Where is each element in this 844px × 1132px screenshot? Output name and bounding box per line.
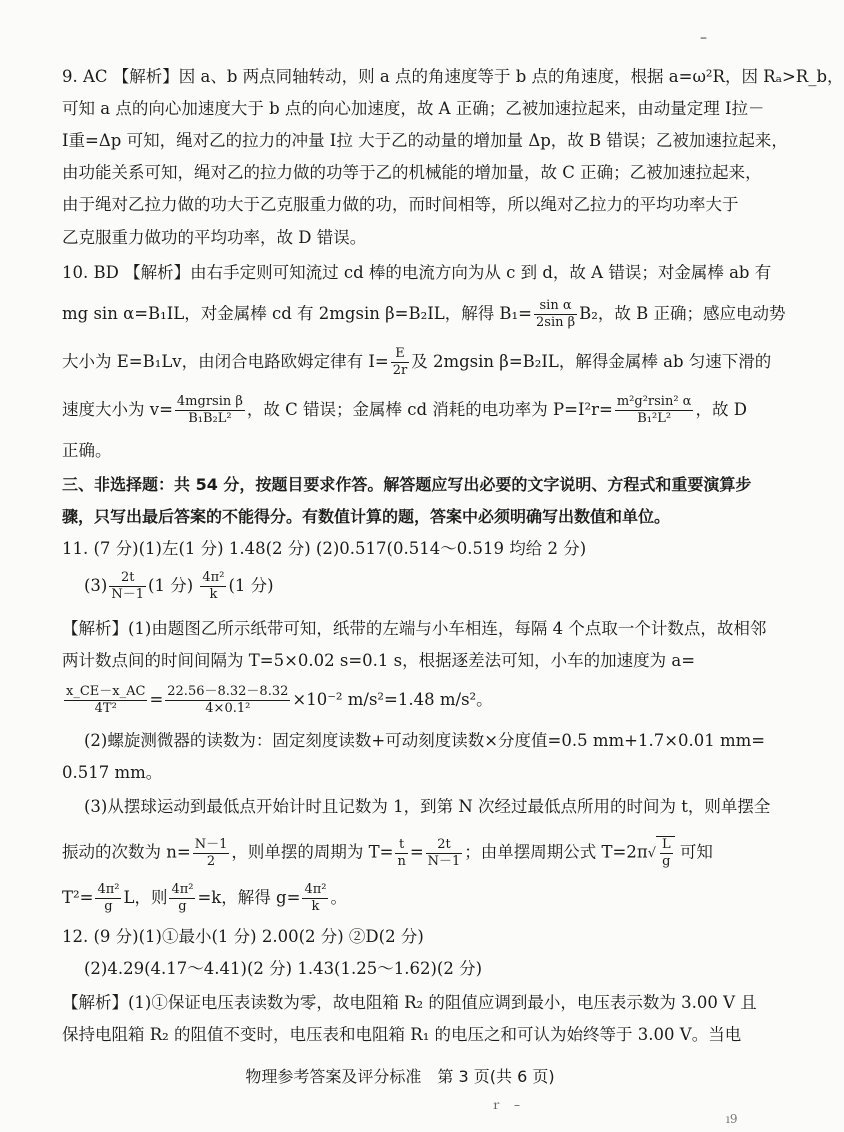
fraction-tt-num: 4π²	[97, 882, 120, 897]
fraction-a3	[109, 570, 146, 603]
fraction-acc2-num: 22.56－8.32－8.32	[167, 684, 289, 699]
fraction-i-den: 2r	[392, 363, 408, 378]
fraction-sq	[660, 837, 673, 870]
q11-line-5: $\frac{x\_CE-x\_AC}{\text{4T²}}$ = $\frac{22.56-8.32-8.32}{\text{4×0.1²}}$ ×10⁻² m/s²=1.48 m/s²。	[66, 684, 493, 716]
fraction-t1-den: n	[397, 853, 406, 869]
fraction-g	[302, 882, 328, 915]
section-3-line-1: 三、非选择题：共 54 分，按题目要求作答。解答题应写出必要的文字说明、方程式和重要演算步	[62, 475, 752, 494]
fraction-a4	[200, 570, 226, 603]
q11-text-c: (1 分)	[228, 576, 274, 595]
q9-line-3: I重=Δp 可知，绳对乙的拉力的冲量 I拉 大于乙的动量的增加量 Δp，故 B 错误；乙被加速拉起来，	[62, 131, 788, 150]
q10-line-1: 10. BD 【解析】由右手定则可知流过 cd 棒的电流方向为从 c 到 d，故 A 错误；对金属棒 ab 有	[62, 263, 772, 282]
page-footer: 物理参考答案及评分标准 第 3 页(共 6 页)	[245, 1067, 555, 1086]
fraction-acc2	[165, 684, 290, 717]
fraction-t1	[395, 837, 407, 870]
q9-line-5: 由于绳对乙拉力做的功大于乙克服重力做的功，而时间相等，所以绳对乙拉力的平均功率大于	[62, 195, 739, 214]
q11-line-8: (3)从摆球运动到最低点开始计时且记数为 1，到第 N 次经过最低点所用的时间为 t，则单摆全	[84, 797, 771, 816]
q11-text-f: ，则单摆的周期为 T=	[231, 842, 394, 862]
fraction-acc	[64, 684, 147, 717]
q12-line-4: 保持电阻箱 R₂ 的阻值不变时，电压表和电阻箱 R₁ 的电压之和可认为始终等于 3.00 V。当电	[62, 1025, 742, 1044]
q11-text-m: 。	[330, 888, 347, 907]
q11-line-7: 0.517 mm。	[62, 763, 163, 782]
fraction-v-num: 4mgrsin β	[176, 394, 243, 409]
q9-line-4: 由功能关系可知，绳对乙的拉力做的功等于乙的机械能的增加量，故 C 正确；乙被加速拉起来，	[62, 163, 762, 182]
fraction-i	[391, 346, 410, 379]
fraction-tt-den: g	[104, 899, 113, 914]
q10-text-b: B₂，故 B 正确；感应电动势	[579, 304, 786, 323]
fraction-acc-den: 4T²	[94, 701, 117, 716]
q11-line-6: (2)螺旋测微器的读数为：固定刻度读数+可动刻度读数×分度值=0.5 mm+1.7×0.01 mm=	[84, 731, 766, 750]
q11-text-j: T²=	[62, 888, 94, 907]
fraction-t2-den: N－1	[427, 853, 461, 869]
q10-line-2	[62, 298, 786, 331]
q11-line-3: 【解析】(1)由题图乙所示纸带可知，纸带的左端与小车相连，每隔 4 个点取一个计数点，故相邻	[62, 619, 767, 638]
q10-text-d: 及 2mgsin β=B₂IL，解得金属棒 ab 匀速下滑的	[411, 352, 772, 371]
q11-text-e: 振动的次数为 n=	[62, 842, 191, 862]
q9-line-1: 9. AC 【解析】因 a、b 两点同轴转动，则 a 点的角速度等于 b 点的角速度，根据 a=ω²R，因 Rₐ>R_b，	[62, 67, 844, 86]
q12-line-2: (2)4.29(4.17～4.41)(2 分) 1.43(1.25～1.62)(2 分)	[84, 959, 483, 978]
fraction-k-num: 4π²	[171, 882, 194, 897]
q11-text-h: ；由单摆周期公式 T=2π	[464, 842, 648, 862]
fraction-b1-num: sin α	[534, 298, 577, 315]
fraction-a3-den: N－1	[111, 587, 145, 602]
fraction-i-num: E	[391, 346, 410, 363]
q10-text-e: 速度大小为 v=	[62, 400, 173, 419]
fraction-a3-num: 2t	[109, 570, 146, 587]
q11-text-a: (3)	[84, 576, 108, 595]
fraction-sq-num: L	[662, 837, 671, 852]
corner-mark: ı9	[726, 1112, 738, 1126]
q9-line-2: 可知 a 点的向心加速度大于 b 点的向心加速度，故 A 正确；乙被加速拉起来，由动量定理 I拉－	[62, 99, 765, 118]
q11-line-4: 两计数点间的时间间隔为 T=5×0.02 s=0.1 s，根据逐差法可知，小车的加速度为 a=	[62, 651, 696, 670]
fraction-t1-num: t	[395, 837, 407, 854]
q11-line-9	[62, 836, 752, 870]
fraction-g-num: 4π²	[304, 882, 327, 897]
fraction-p-den: B₁²L²	[637, 411, 672, 426]
fraction-v-den: B₁B₂L²	[188, 411, 232, 426]
header-mark: –	[700, 30, 707, 46]
fraction-b1-den: 2sin β	[536, 315, 576, 330]
q10-line-5: 正确。	[62, 441, 112, 460]
fraction-t2-num: 2t	[426, 837, 463, 854]
fraction-n	[193, 837, 230, 870]
q11-line-10	[62, 882, 752, 915]
fraction-acc2-den: 4×0.1²	[205, 701, 251, 716]
q10-line-4	[62, 394, 752, 427]
fraction-n-num: N－1	[194, 836, 228, 852]
section-3-line-2: 骤，只写出最后答案的不能得分。有数值计算的题，答案中必须明确写出数值和单位。	[62, 507, 671, 526]
fraction-b1	[534, 298, 577, 331]
q10-text-a: mg sin α=B₁IL，对金属棒 cd 有 2mgsin β=B₂IL，解得 B₁=	[62, 304, 533, 323]
fraction-tt	[95, 882, 121, 915]
q11-text-g: =	[409, 842, 424, 862]
q11-text-l: =k，解得 g=	[197, 888, 301, 907]
fraction-acc-num: x_CE－x_AC	[66, 684, 146, 699]
fraction-n-den: 2	[206, 853, 216, 869]
fraction-a4-den: k	[209, 587, 218, 602]
q11-text-d: ×10⁻² m/s²=1.48 m/s²。	[292, 690, 493, 709]
bottom-mark: ｒ –	[490, 1098, 521, 1112]
fraction-k	[169, 882, 195, 915]
fraction-a4-num: 4π²	[202, 570, 225, 585]
q11-text-k: L，则	[123, 888, 168, 907]
fraction-p-num: m²g²rsin² α	[616, 394, 692, 409]
sqrt-l-over-g: √ $\frac{L}{g}$	[648, 836, 675, 870]
fraction-sq-den: g	[662, 854, 671, 869]
q11-text-b: (1 分)	[148, 576, 199, 595]
q12-line-1: 12. (9 分)(1)①最小(1 分) 2.00(2 分) ②D(2 分)	[62, 927, 424, 946]
q11-text-i: 可知	[674, 842, 713, 862]
q10-line-3	[62, 346, 772, 379]
q11-line-2	[84, 570, 752, 603]
q11-line-1: 11. (7 分)(1)左(1 分) 1.48(2 分) (2)0.517(0.514～0.519 均给 2 分)	[62, 539, 587, 558]
q9-line-6: 乙克服重力做功的平均功率，故 D 错误。	[62, 228, 367, 247]
q10-text-g: ，故 D	[695, 400, 747, 419]
fraction-g-den: k	[311, 899, 320, 914]
q10-text-f: ，故 C 错误；金属棒 cd 消耗的电功率为 P=I²r=	[246, 400, 613, 419]
fraction-v	[175, 394, 245, 427]
q12-line-3: 【解析】(1)①保证电压表读数为零，故电阻箱 R₂ 的阻值应调到最小，电压表示数为 3.00 V 且	[62, 993, 757, 1012]
fraction-p	[615, 394, 694, 427]
q10-text-c: 大小为 E=B₁Lv，由闭合电路欧姆定律有 I=	[62, 352, 389, 371]
fraction-t2	[426, 837, 463, 870]
fraction-k-den: g	[178, 899, 187, 914]
